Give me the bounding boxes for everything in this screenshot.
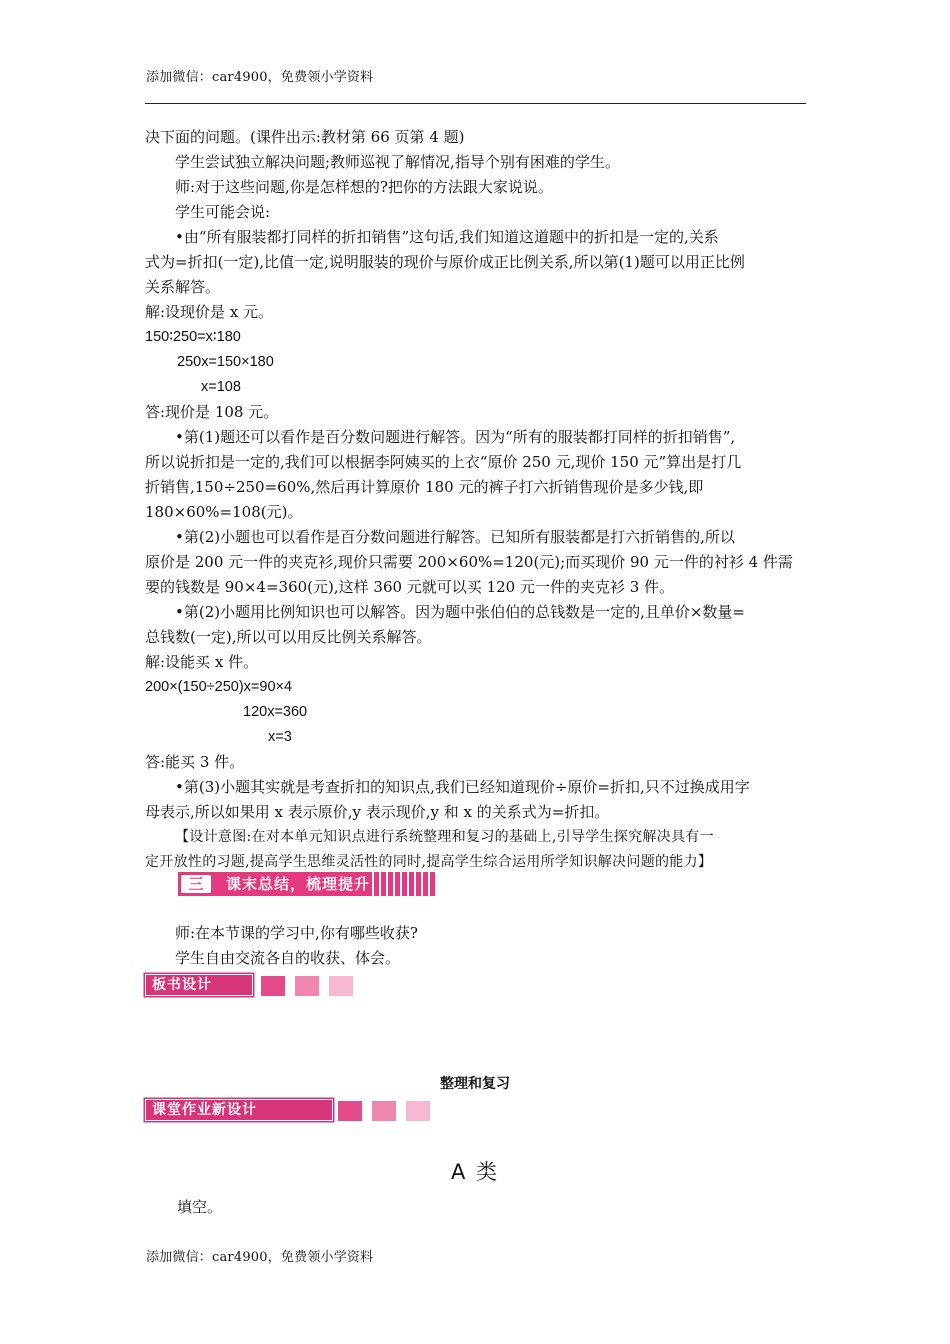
section-title: 课末总结，梳理提升 bbox=[226, 875, 371, 893]
section-banner bbox=[178, 872, 436, 896]
equation-line: 150∶250=x∶180 bbox=[145, 329, 241, 345]
text-line: 式为=折扣(一定),比值一定,说明服装的现价与原价成正比例关系,所以第(1)题可以用正比例 bbox=[145, 253, 745, 271]
text-line: •第(2)小题也可以看作是百分数问题进行解答。已知所有服装都是打六折销售的,所以 bbox=[175, 528, 735, 546]
summary-block bbox=[145, 921, 418, 971]
text-line: 要的钱数是 90×4=360(元),这样 360 元就可以买 120 元一件的夹克衫 3 件。 bbox=[145, 578, 675, 596]
decor-square bbox=[261, 976, 285, 996]
banner-stripes bbox=[372, 872, 436, 896]
equation-line: 120x=360 bbox=[243, 704, 308, 720]
page-footer: 添加微信：car4900，免费领小学资料 bbox=[146, 1250, 374, 1265]
text-line: •第(1)题还可以看作是百分数问题进行解答。因为“所有的服装都打同样的折扣销售”, bbox=[175, 428, 736, 446]
equation-line: x=108 bbox=[201, 379, 241, 395]
board-design-tag: 板书设计 bbox=[145, 974, 253, 996]
board-title: 整理和复习 bbox=[440, 1076, 510, 1092]
decor-square bbox=[295, 976, 319, 996]
decor-square bbox=[406, 1101, 430, 1121]
header-divider bbox=[145, 103, 806, 104]
solution-setup: 解:设现价是 x 元。 bbox=[145, 303, 274, 321]
homework-design-tag: 课堂作业新设计 bbox=[145, 1099, 333, 1121]
design-intent-note: 定开放性的习题,提高学生思维灵活性的同时,提高学生综合运用所学知识解决问题的能力】 bbox=[145, 854, 713, 870]
decor-square bbox=[372, 1101, 396, 1121]
answer-line: 答:能买 3 件。 bbox=[145, 753, 245, 771]
lesson-content bbox=[145, 125, 807, 875]
text-line: 学生尝试独立解决问题;教师巡视了解情况,指导个别有困难的学生。 bbox=[175, 153, 620, 171]
category-a-title: A 类 bbox=[450, 1160, 500, 1184]
text-line: 决下面的问题。(课件出示:教材第 66 页第 4 题) bbox=[145, 128, 465, 146]
text-line: •由“所有服装都打同样的折扣销售”这句话,我们知道这道题中的折扣是一定的,关系 bbox=[175, 228, 719, 246]
solution-setup: 解:设能买 x 件。 bbox=[145, 653, 259, 671]
decor-square bbox=[329, 976, 353, 996]
text-line: 母表示,所以如果用 x 表示原价,y 表示现价,y 和 x 的关系式为=折扣。 bbox=[145, 803, 610, 821]
equation-line: x=3 bbox=[268, 729, 292, 745]
text-line: •第(2)小题用比例知识也可以解答。因为题中张伯伯的总钱数是一定的,且单价×数量= bbox=[175, 603, 746, 621]
text-line: 所以说折扣是一定的,我们可以根据李阿姨买的上衣“原价 250 元,现价 150 元”算出是打几 bbox=[145, 453, 742, 471]
text-line: 总钱数(一定),所以可以用反比例关系解答。 bbox=[145, 628, 432, 646]
exercise-instruction: 填空。 bbox=[177, 1198, 223, 1216]
text-line: 关系解答。 bbox=[145, 278, 221, 296]
text-line: 师:对于这些问题,你是怎样想的?把你的方法跟大家说说。 bbox=[175, 178, 553, 196]
equation-line: 200×(150÷250)x=90×4 bbox=[145, 679, 293, 695]
text-line: 180×60%=108(元)。 bbox=[145, 503, 303, 521]
section-number: 三 bbox=[188, 875, 204, 893]
text-line: •第(3)小题其实就是考查折扣的知识点,我们已经知道现价÷原价=折扣,只不过换成用字 bbox=[175, 778, 750, 796]
text-line: 学生可能会说: bbox=[175, 203, 271, 221]
equation-line: 250x=150×180 bbox=[177, 354, 274, 370]
summary-line: 师:在本节课的学习中,你有哪些收获? bbox=[175, 924, 418, 942]
decor-square bbox=[338, 1101, 362, 1121]
page-header: 添加微信：car4900，免费领小学资料 bbox=[146, 70, 374, 85]
summary-line: 学生自由交流各自的收获、体会。 bbox=[175, 949, 401, 967]
text-line: 折销售,150÷250=60%,然后再计算原价 180 元的裤子打六折销售现价是多少钱,即 bbox=[145, 478, 704, 496]
design-intent-note: 【设计意图:在对本单元知识点进行系统整理和复习的基础上,引导学生探究解决具有一 bbox=[175, 829, 714, 845]
text-line: 原价是 200 元一件的夹克衫,现价只需要 200×60%=120(元);而买现价 90 元一件的衬衫 4 件需 bbox=[145, 553, 793, 571]
answer-line: 答:现价是 108 元。 bbox=[145, 403, 279, 421]
